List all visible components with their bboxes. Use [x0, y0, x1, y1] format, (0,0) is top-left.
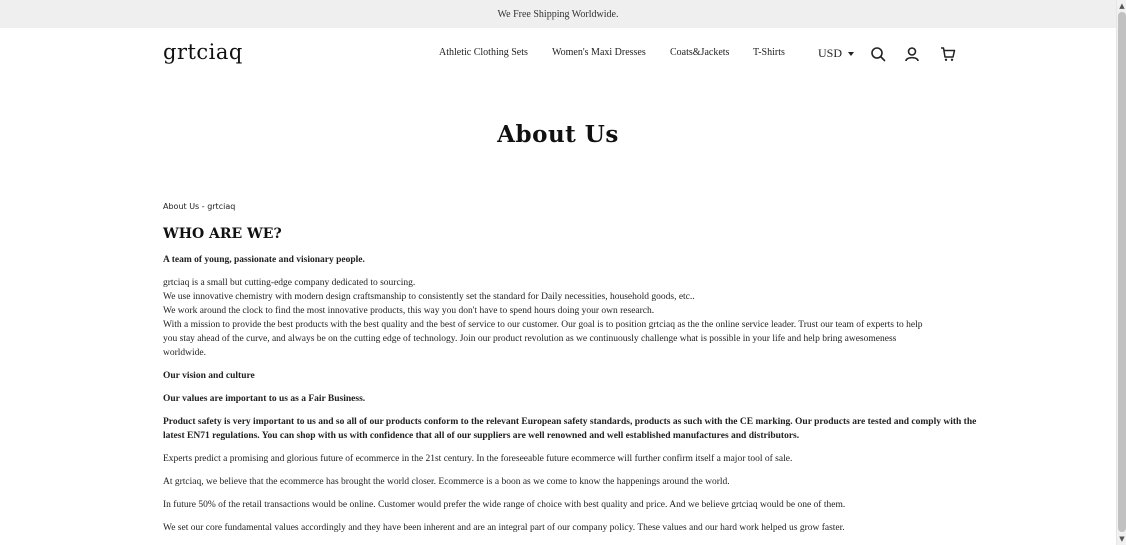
core-values-paragraph: We set our core fundamental values accordingly and they have been inherent and are an integral part of our company policy. These values and our hard work helped us grow faster.	[163, 523, 845, 533]
cart-icon[interactable]	[940, 46, 956, 62]
section-heading: WHO ARE WE?	[163, 226, 282, 242]
intro-line: With a mission to provide the best products with the best quality and the best of service to our customer. Our goal is to position grtciaq as the the online service leader. Trust our team of experts to help	[163, 320, 923, 330]
nav-item-t-shirts[interactable]: T-Shirts	[753, 47, 785, 58]
future-paragraph: In future 50% of the retail transactions would be online. Customer would prefer the wide range of choice with best quality and price. And we believe grtciaq would be one of them.	[163, 500, 846, 510]
safety-line: Product safety is very important to us and so all of our products conform to the relevant European safety standards, products as such with the CE marking. Our products are tested and comply with the	[163, 417, 977, 427]
announcement-text: We Free Shipping Worldwide.	[497, 8, 619, 20]
intro-line: worldwide.	[163, 348, 207, 358]
intro-line: We use innovative chemistry with modern design craftsmanship to consistently set the standard for Daily necessities, household goods, etc..	[163, 292, 695, 302]
nav-item-athletic-clothing-sets[interactable]: Athletic Clothing Sets	[439, 47, 528, 58]
believe-paragraph: At grtciaq, we believe that the ecommerce has brought the world closer. Ecommerce is a boon as we come to know the happenings around the world.	[163, 477, 730, 487]
page-title: About Us	[497, 121, 619, 148]
scroll-down-icon[interactable]: ▼	[1119, 535, 1125, 543]
nav-item-coats-jackets[interactable]: Coats&Jackets	[670, 47, 730, 58]
safety-line: latest EN71 regulations. You can shop with us with confidence that all of our suppliers are well renowned and well established manufactures and distributors.	[163, 431, 800, 441]
breadcrumb: About Us - grtciaq	[163, 202, 236, 211]
vertical-scrollbar[interactable]	[1116, 0, 1126, 545]
announcement-bar	[0, 0, 1116, 28]
scrollbar-thumb[interactable]	[1118, 12, 1126, 532]
currency-value: USD	[818, 46, 843, 60]
nav-item-womens-maxi-dresses[interactable]: Women's Maxi Dresses	[552, 47, 646, 58]
intro-line: We work around the clock to find the most innovative products, this way you don't have to spend hours doing your own research.	[163, 306, 655, 316]
chevron-down-icon	[848, 52, 854, 56]
tagline: A team of young, passionate and visionary people.	[163, 255, 365, 265]
search-icon[interactable]	[870, 46, 886, 62]
currency-selector[interactable]	[818, 46, 854, 61]
scroll-up-icon[interactable]: ▲	[1119, 2, 1125, 10]
site-header	[0, 28, 1116, 80]
account-icon[interactable]	[904, 46, 920, 62]
intro-line: you stay ahead of the curve, and always be on the cutting edge of technology. Join our product revolution as we continuously challenge what is possible in your life and help bring awesomeness	[163, 334, 897, 344]
intro-line: grtciaq is a small but cutting-edge company dedicated to sourcing.	[163, 278, 416, 288]
values-heading: Our values are important to us as a Fair Business.	[163, 394, 366, 404]
site-logo[interactable]: grtciaq	[163, 40, 243, 64]
experts-paragraph: Experts predict a promising and glorious future of ecommerce in the 21st century. In the foreseeable future ecommerce will further confirm itself a major tool of sale.	[163, 454, 793, 464]
vision-heading: Our vision and culture	[163, 371, 255, 381]
